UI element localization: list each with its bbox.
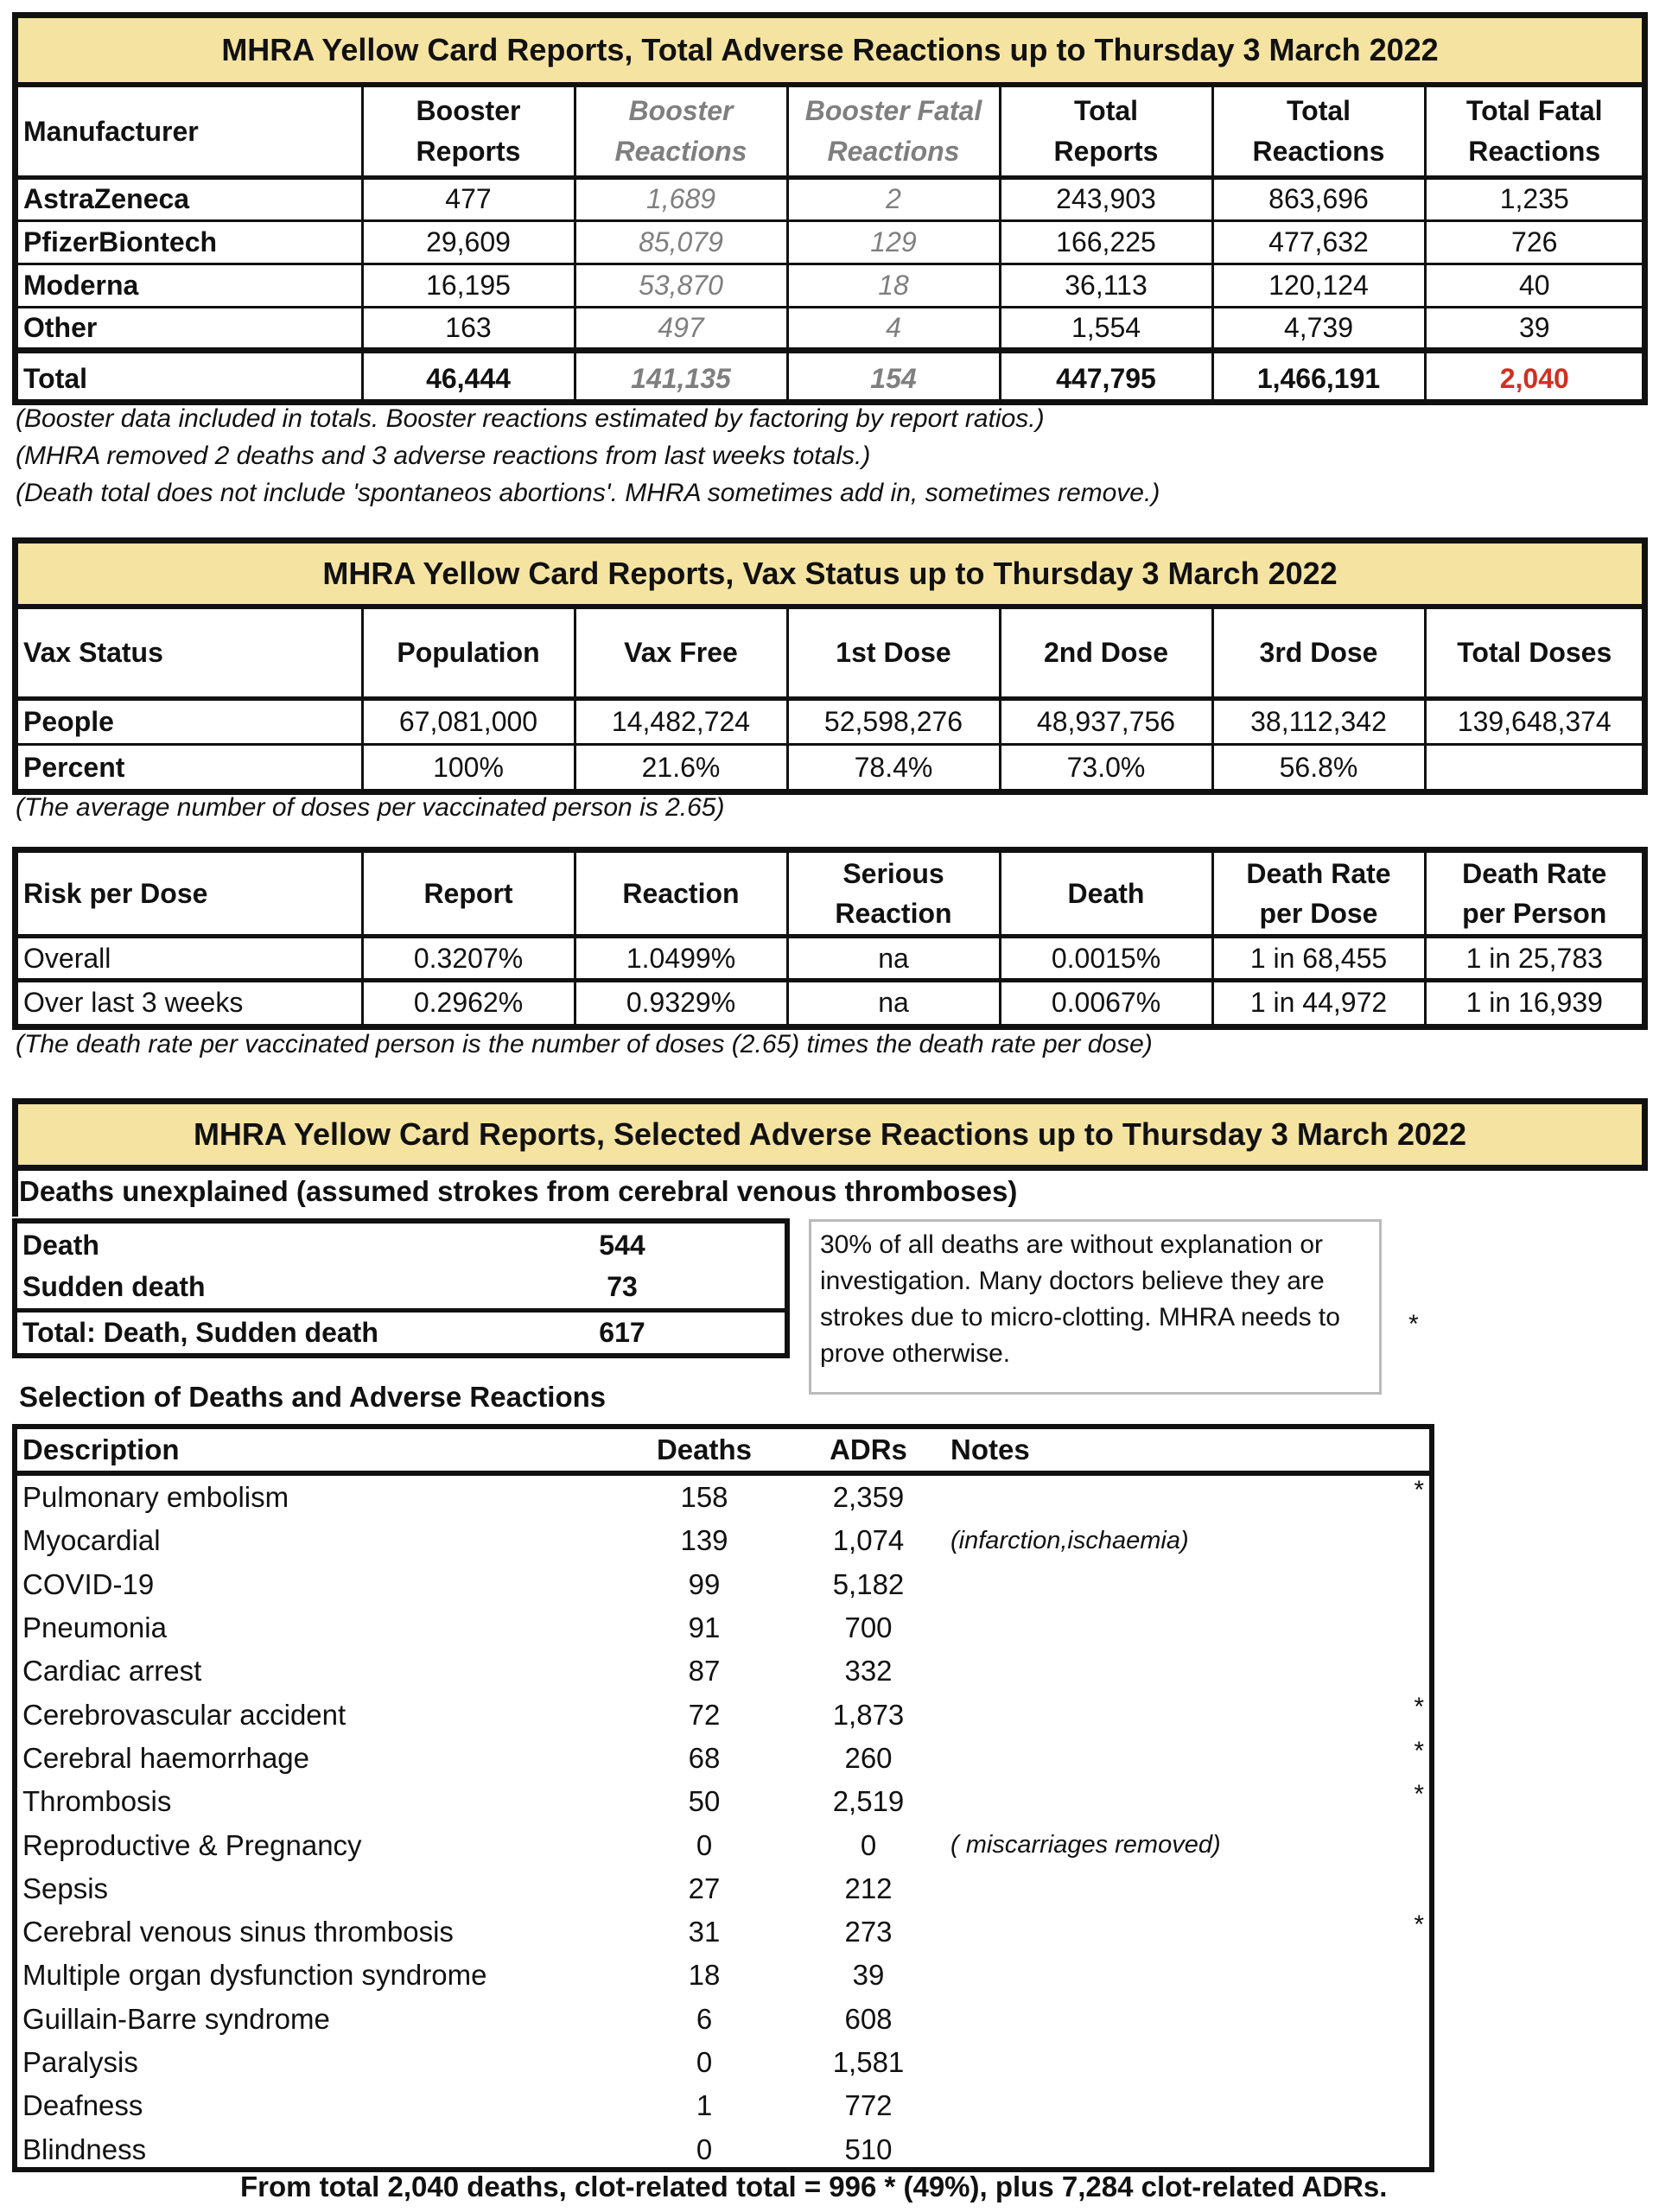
table-cell: 4 [787,307,1000,350]
table-cell: 48,937,756 [1000,698,1212,744]
column-header: Total Doses [1425,609,1643,698]
total-label: Total: Death, Sudden death [17,1310,570,1353]
clot-related-marker: * [1414,1693,1424,1722]
total-cell: 447,795 [1000,350,1212,405]
deaths-value: 18 [688,1959,721,1992]
deaths-value: 99 [688,1567,721,1600]
table-row [18,177,1643,220]
callout-note [809,1219,1382,1395]
table-row [18,980,1643,1024]
notes-value [942,1563,1339,1606]
deaths-value: 27 [688,1872,721,1904]
table-cell [1425,744,1643,790]
list-item [17,1823,1429,1866]
selection-table-box [12,1424,1434,2172]
column-header: Description [17,1429,614,1473]
section2-title: MHRA Yellow Card Reports, Vax Status up to Thursday 3 March 2022 [18,543,1642,609]
list-item [17,2041,1429,2084]
adrs-value: 700 [844,1611,893,1644]
header-line: Reports [1053,135,1159,167]
clot-related-marker [1339,1519,1429,1562]
list-item [17,2127,1429,2171]
selection-title: Selection of Deaths and Adverse Reactions [19,1381,607,1413]
list-item [17,1867,1429,1910]
callout-asterisk: * [1408,1310,1419,1338]
unexplained-row [17,1267,785,1310]
table-cell: 863,696 [1212,177,1425,220]
header-line: Death [1067,878,1145,910]
table-cell: na [787,980,1000,1024]
header-row [17,1429,1429,1473]
list-item [17,1780,1429,1823]
deaths-value: 68 [688,1741,721,1774]
description: Cerebral venous sinus thrombosis [22,1916,454,1948]
column-header: 2nd Dose [1000,609,1212,698]
column-header: 1st Dose [787,609,1000,698]
header-line: Booster Fatal [804,95,982,127]
table-cell: 163 [362,307,575,350]
table-cell: na [787,937,1000,981]
list-item [17,1737,1429,1780]
description: Pulmonary embolism [22,1481,289,1514]
adrs-value: 5,182 [832,1567,905,1600]
total-row [18,350,1643,405]
row-label: Death [22,1229,99,1261]
column-header: Notes [942,1429,1339,1473]
deaths-value: 0 [696,2133,713,2165]
frame-edge [12,1165,18,1217]
manufacturer-name: PfizerBiontech [18,220,362,264]
description: COVID-19 [22,1567,155,1600]
table-cell: 4,739 [1212,307,1425,350]
column-header: Vax Free [575,609,787,698]
selection-table [17,1429,1429,2171]
notes-value: ( miscarriages removed) [950,1831,1221,1859]
table-cell: 0.9329% [575,980,787,1024]
header-line: Booster [416,95,521,127]
table-row [18,220,1643,264]
table-cell: 1 in 44,972 [1212,980,1425,1024]
column-header [1212,853,1425,937]
deaths-value: 1 [696,2089,713,2122]
table-cell: 166,225 [1000,220,1212,264]
table-cell: 1 in 25,783 [1425,937,1643,981]
list-item [17,1473,1429,1519]
row-label: Sudden death [22,1271,206,1303]
table-row [18,744,1643,790]
vax-status-table [12,537,1648,795]
header-line: Total Fatal [1465,95,1603,127]
deaths-value: 0 [696,1828,713,1861]
table-cell: 1 in 68,455 [1212,937,1425,981]
column-header [1425,853,1643,937]
adrs-value: 1,873 [832,1698,905,1731]
column-header [362,853,575,937]
row-label: Overall [18,937,362,981]
list-item [17,1649,1429,1693]
list-item [17,1606,1429,1649]
total-fatal-reactions: 2,040 [1425,350,1643,405]
header-line: Total [1286,95,1351,127]
adrs-value: 772 [844,2089,893,2122]
spacer [674,1224,785,1267]
adrs-value: 1,581 [832,2046,905,2078]
column-header [575,853,787,937]
notes-value [942,1998,1339,2041]
unexplained-deaths-title: Deaths unexplained (assumed strokes from cerebral venous thromboses) [19,1175,1018,1207]
notes-value [942,1473,1339,1519]
deaths-value: 72 [688,1698,721,1731]
header-row [18,609,1643,698]
total-cell: 141,135 [575,350,787,405]
risk-grid [18,853,1643,1024]
notes-value [942,2041,1339,2084]
adrs-value: 2,359 [832,1481,905,1514]
adrs-value: 2,519 [832,1785,905,1818]
table-cell: 0.0067% [1000,980,1212,1024]
notes-value [942,1606,1339,1649]
deaths-value: 139 [680,1524,728,1557]
table-cell: 36,113 [1000,264,1212,307]
header-line: Manufacturer [23,115,199,147]
column-header [18,853,362,937]
table-cell: 53,870 [575,264,787,307]
table-cell: 477,632 [1212,220,1425,264]
column-header [362,87,575,177]
unexplained-deaths-table [17,1224,785,1353]
header-line: Booster [628,95,734,127]
table-cell: 16,195 [362,264,575,307]
table-cell: 73.0% [1000,744,1212,790]
table-cell: 18 [787,264,1000,307]
adrs-value: 39 [852,1959,885,1992]
column-header [575,87,787,177]
footnote: (Death total does not include 'spontaneos abortions'. MHRA sometimes add in, sometimes remove.) [16,479,1160,507]
table-cell: 1,689 [575,177,787,220]
section4-title: MHRA Yellow Card Reports, Selected Adverse Reactions up to Thursday 3 March 2022 [18,1104,1642,1165]
clot-related-marker: * [1414,1476,1424,1504]
table-cell: 21.6% [575,744,787,790]
notes-value [942,1910,1339,1954]
manufacturer-name: AstraZeneca [18,177,362,220]
deaths-value: 87 [688,1655,721,1688]
column-header [787,87,1000,177]
notes-value [942,1737,1339,1780]
header-row [18,853,1643,937]
clot-related-marker [1339,1606,1429,1649]
deaths-value: 158 [680,1481,728,1514]
row-value: 73 [607,1271,638,1303]
column-header [1000,87,1212,177]
section1-title: MHRA Yellow Card Reports, Total Adverse Reactions up to Thursday 3 March 2022 [18,18,1642,87]
footnote: (Booster data included in totals. Booster reactions estimated by factoring by report ratios.) [16,404,1045,433]
notes-value [942,1780,1339,1823]
deaths-value: 50 [688,1785,721,1818]
manufacturer-name: Moderna [18,264,362,307]
table-cell: 2 [787,177,1000,220]
column-header [1425,87,1643,177]
column-header [18,87,362,177]
table-cell: 67,081,000 [362,698,575,744]
clot-related-marker [1339,2127,1429,2171]
header-line: Reactions [1468,135,1601,167]
header-line: Reactions [827,135,960,167]
total-cell: 154 [787,350,1000,405]
table-row [18,264,1643,307]
adrs-value: 212 [844,1872,893,1904]
table-row [18,937,1643,981]
column-header [1000,853,1212,937]
spacer [1339,1429,1429,1473]
row-label: People [18,698,362,744]
header-line: Serious [842,857,944,889]
vax-status-grid [18,609,1643,790]
unexplained-deaths-box [12,1218,790,1358]
clot-related-marker [1339,1867,1429,1910]
spacer [674,1267,785,1310]
clot-related-marker: * [1414,1910,1424,1939]
row-value: 544 [599,1229,645,1261]
clot-related-marker [1339,1954,1429,1997]
header-line: Reaction [622,878,740,910]
total-cell: Total [18,350,362,405]
description: Thrombosis [22,1785,172,1818]
column-header: 3rd Dose [1212,609,1425,698]
unexplained-row [17,1224,785,1267]
table-cell: 0.2962% [362,980,575,1024]
description: Guillain-Barre syndrome [22,2002,330,2035]
callout-text: 30% of all deaths are without explanation or investigation. Many doctors believe they are strokes due to micro-clotting. MHRA needs to prove otherwise. [820,1230,1340,1368]
header-line: Total [1073,95,1139,127]
clot-related-marker: * [1414,1780,1424,1809]
notes-value [942,1954,1339,1997]
description: Deafness [22,2089,143,2122]
description: Myocardial [22,1524,161,1557]
clot-related-marker: * [1414,1736,1424,1765]
notes-value [942,1649,1339,1693]
table-cell: 100% [362,744,575,790]
table-cell: 56.8% [1212,744,1425,790]
total-value: 617 [570,1310,674,1353]
deaths-value: 6 [696,2002,713,2035]
description: Cardiac arrest [22,1655,202,1688]
deaths-value: 91 [688,1611,721,1644]
table-cell: 0.3207% [362,937,575,981]
description: Cerebral haemorrhage [22,1741,310,1774]
header-line: Risk per Dose [23,878,208,910]
table-cell: 29,609 [362,220,575,264]
header-line: Report [423,878,513,910]
table-cell: 0.0015% [1000,937,1212,981]
clot-related-marker [1339,1563,1429,1606]
list-item [17,1910,1429,1954]
table-cell: 38,112,342 [1212,698,1425,744]
adrs-value: 0 [860,1828,877,1861]
clot-summary-footer: From total 2,040 deaths, clot-related total = 996 * (49%), plus 7,284 clot-related ADRs. [240,2171,1388,2202]
column-header: Vax Status [18,609,362,698]
adrs-value: 1,074 [832,1524,905,1557]
table-cell: 726 [1425,220,1643,264]
notes-value [942,2127,1339,2171]
table-cell: 40 [1425,264,1643,307]
adrs-value: 608 [844,2002,893,2035]
header-line: Death Rate [1246,857,1391,889]
header-line: per Person [1462,898,1607,930]
list-item [17,1519,1429,1562]
notes-value [942,2084,1339,2127]
table-cell: 1 in 16,939 [1425,980,1643,1024]
clot-related-marker [1339,1823,1429,1866]
clot-related-marker [1339,2084,1429,2127]
column-header: Deaths [614,1429,795,1473]
table-cell: 1,235 [1425,177,1643,220]
description: Blindness [22,2133,147,2165]
header-line: Reaction [835,898,952,930]
deaths-value: 31 [688,1916,721,1948]
notes-value [942,1693,1339,1736]
list-item [17,1563,1429,1606]
spacer [674,1310,785,1353]
table-cell: 1,554 [1000,307,1212,350]
header-row [18,87,1643,177]
header-line: Death Rate [1462,857,1607,889]
description: Pneumonia [22,1611,167,1644]
table-cell: 129 [787,220,1000,264]
clot-related-marker [1339,1649,1429,1693]
total-cell: 1,466,191 [1212,350,1425,405]
row-label: Over last 3 weeks [18,980,362,1024]
notes-value: (infarction,ischaemia) [950,1526,1189,1554]
adrs-value: 273 [844,1916,893,1948]
list-item [17,1693,1429,1736]
list-item [17,1954,1429,1997]
row-label: Percent [18,744,362,790]
selected-reactions-banner-box [12,1098,1648,1171]
table-row [18,698,1643,744]
description: Cerebrovascular accident [22,1698,346,1731]
list-item [17,2084,1429,2127]
column-header [787,853,1000,937]
list-item [17,1998,1429,2041]
table-cell: 139,648,374 [1425,698,1643,744]
adrs-value: 260 [844,1741,893,1774]
column-header: Population [362,609,575,698]
description: Reproductive & Pregnancy [22,1828,362,1861]
death-rate-note: (The death rate per vaccinated person is the number of doses (2.65) times the death rate per dose) [16,1030,1153,1058]
table-cell: 14,482,724 [575,698,787,744]
description: Paralysis [22,2046,138,2078]
total-adverse-reactions-table [12,12,1648,405]
notes-value [942,1867,1339,1910]
adrs-value: 510 [844,2133,893,2165]
unexplained-total-row [17,1310,785,1353]
column-header [1212,87,1425,177]
doses-per-person-note: (The average number of doses per vaccinated person is 2.65) [16,793,725,822]
header-line: Reports [416,135,521,167]
description: Sepsis [22,1872,109,1904]
table-cell: 85,079 [575,220,787,264]
table-row [18,307,1643,350]
clot-related-marker [1339,2041,1429,2084]
table-cell: 477 [362,177,575,220]
deaths-value: 0 [696,2046,713,2078]
header-line: per Dose [1259,898,1378,930]
table-cell: 52,598,276 [787,698,1000,744]
column-header: ADRs [795,1429,942,1473]
total-cell: 46,444 [362,350,575,405]
table-cell: 39 [1425,307,1643,350]
description: Multiple organ dysfunction syndrome [22,1959,487,1992]
table-cell: 1.0499% [575,937,787,981]
adrs-value: 332 [844,1655,893,1688]
footnote: (MHRA removed 2 deaths and 3 adverse reactions from last weeks totals.) [16,442,871,470]
table-cell: 243,903 [1000,177,1212,220]
table-cell: 78.4% [787,744,1000,790]
table-cell: 497 [575,307,787,350]
manufacturer-name: Other [18,307,362,350]
header-line: Reactions [1252,135,1385,167]
header-line: Reactions [614,135,747,167]
table-cell: 120,124 [1212,264,1425,307]
risk-per-dose-table [12,847,1648,1030]
manufacturer-table [18,87,1643,405]
clot-related-marker [1339,1998,1429,2041]
